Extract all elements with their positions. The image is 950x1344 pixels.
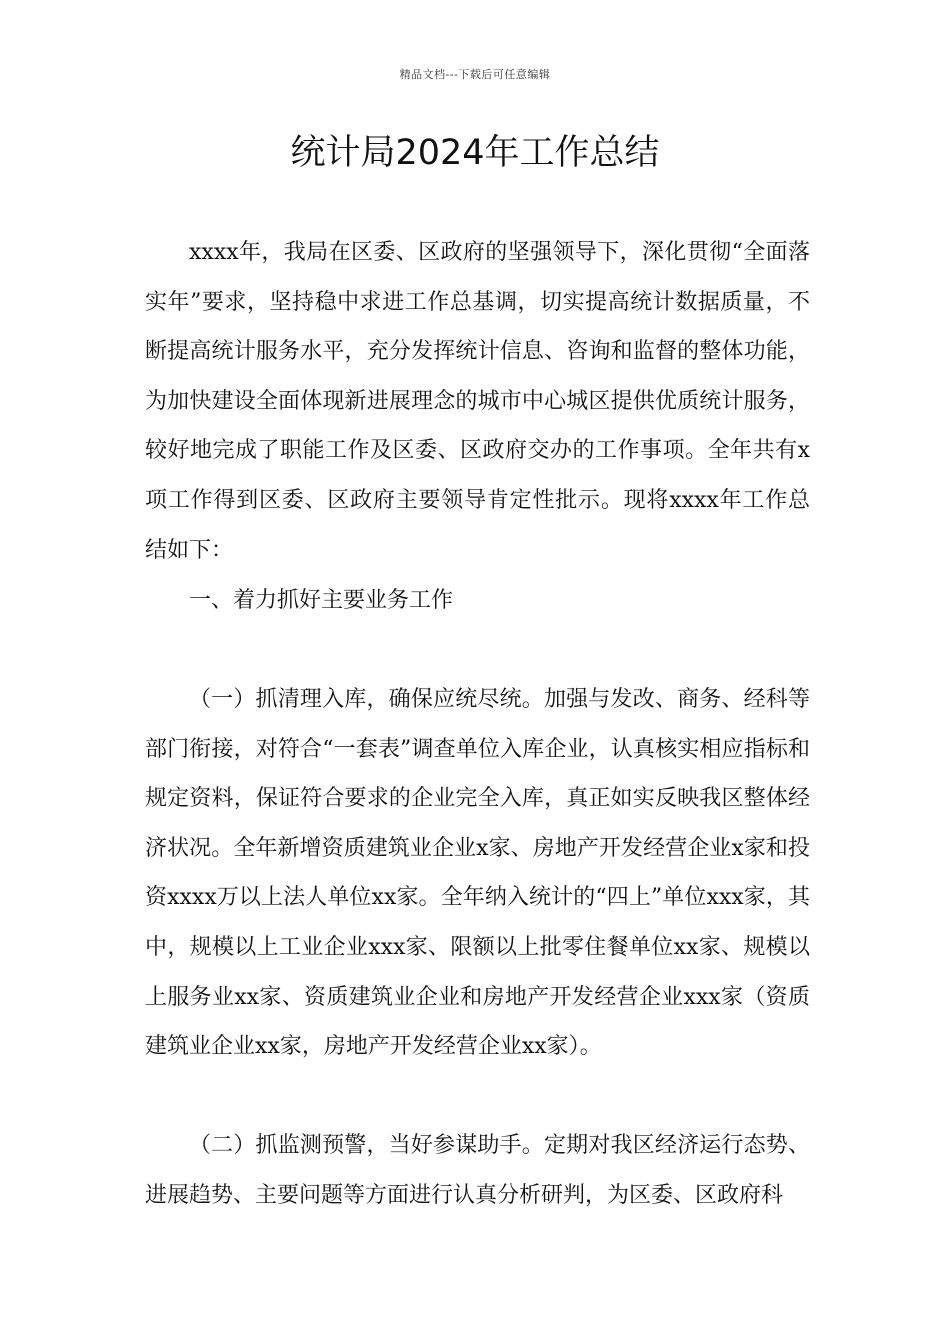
section-heading: 一、着力抓好主要业务工作 — [189, 588, 454, 613]
intro-paragraph: xxxx年，我局在区委、区政府的坚强领导下，深化贯彻“全面落实年”要求，坚持稳中求进工作总基调，切实提高统计数据质量，不断提高统计服务水平，充分发挥统计信息、咨询和监督的整体功能，为加快建设全面体现新进展理念的城市中心城区提供优质统计服务，较好地完成了职能工作及区委、区政府交办的工作事项。全年共有x项工作得到区委、区政府主要领导肯定性批示。现将xxxx年工作总结如下： — [145, 240, 810, 563]
header-note: 精品文档---下载后可任意编辑 — [399, 68, 551, 81]
item-2-paragraph: （二）抓监测预警，当好参谋助手。定期对我区经济运行态势、进展趋势、主要问题等方面进行认真分析研判，为区委、区政府科 — [145, 1133, 810, 1208]
item-1-paragraph: （一）抓清理入库，确保应统尽统。加强与发改、商务、经科等部门衔接，对符合“一套表”调查单位入库企业，认真核实相应指标和规定资料，保证符合要求的企业完全入库，真正如实反映我区整体经济状况。全年新增资质建筑业企业x家、房地产开发经营企业x家和投资xxxx万以上法人单位xx家。全年纳入统计的“四上”单位xxx家，其中，规模以上工业企业xxx家、限额以上批零住餐单位xx家、规模以上服务业xx家、资质建筑业企业和房地产开发经营企业xxx家（资质建筑业企业xx家，房地产开发经营企业xx家）。 — [145, 687, 810, 1060]
page-title: 统计局2024年工作总结 — [290, 133, 660, 173]
